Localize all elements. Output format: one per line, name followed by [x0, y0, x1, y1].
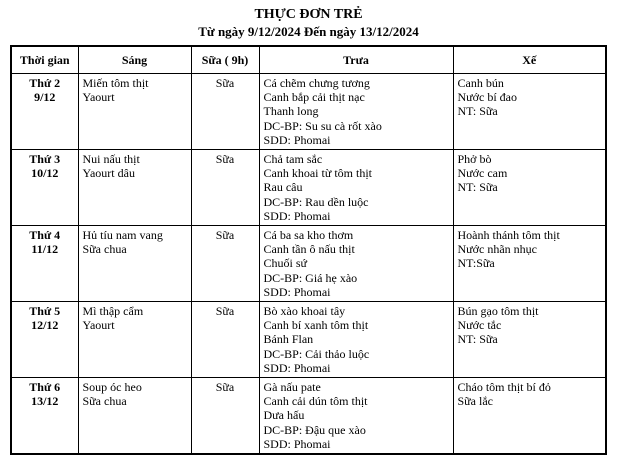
table-row — [11, 377, 606, 454]
day-cell — [11, 225, 78, 301]
milk-cell — [191, 301, 259, 377]
header-afternoon: Xế — [453, 46, 606, 73]
menu-line: Cá ba sa kho thơm — [263, 227, 354, 242]
menu-line: Thanh long — [263, 104, 319, 119]
menu-line: NT:Sữa — [457, 256, 495, 271]
menu-line: Sữa — [215, 227, 235, 242]
header-time: Thời gian — [11, 46, 78, 73]
menu-line: DC-BP: Cải thảo luộc — [263, 346, 370, 361]
menu-line: Yaourt — [82, 89, 115, 104]
afternoon-cell — [453, 301, 606, 377]
menu-line: Cá chẽm chưng tương — [263, 75, 370, 90]
header-morning: Sáng — [78, 46, 191, 73]
menu-table — [10, 45, 607, 455]
table-row — [11, 149, 606, 225]
header-lunch: Trưa — [259, 46, 453, 73]
menu-line: Yaourt dâu — [82, 165, 135, 180]
afternoon-cell — [453, 73, 606, 149]
menu-line: SDD: Phomai — [263, 437, 331, 452]
day-cell — [11, 301, 78, 377]
menu-line: Chả tam sắc — [263, 151, 323, 166]
morning-cell — [78, 301, 191, 377]
afternoon-cell — [453, 377, 606, 454]
lunch-cell — [259, 225, 453, 301]
menu-line: SDD: Phomai — [263, 133, 331, 148]
menu-line: Thứ 6 — [29, 379, 61, 394]
menu-line: DC-BP: Đậu que xào — [263, 422, 366, 437]
table-row — [11, 225, 606, 301]
menu-line: Sữa — [215, 303, 235, 318]
page-title: THỰC ĐƠN TRẺ — [254, 7, 363, 22]
menu-line: Hủ tíu nam vang — [82, 227, 163, 242]
menu-line: NT: Sữa — [457, 104, 498, 119]
menu-line: Nui nấu thịt — [82, 151, 140, 166]
menu-line: Sữa — [215, 151, 235, 166]
menu-line: Nước bí đao — [457, 89, 518, 104]
menu-line: Mì thập cẩm — [82, 303, 144, 318]
menu-line: NT: Sữa — [457, 180, 498, 195]
menu-line: Yaourt — [82, 318, 115, 332]
menu-line: Cháo tôm thịt bí đỏ — [457, 379, 551, 394]
menu-line: NT: Sữa — [457, 332, 498, 347]
menu-line: Thứ 4 — [29, 227, 61, 242]
menu-line: Canh tần ô nấu thịt — [263, 241, 355, 256]
morning-cell — [78, 149, 191, 225]
menu-table-body — [11, 73, 606, 454]
afternoon-cell — [453, 149, 606, 225]
menu-line: Bún gạo tôm thịt — [457, 303, 539, 318]
menu-table-header — [11, 46, 606, 73]
menu-line: Soup óc heo — [82, 379, 142, 394]
menu-line: Bò xào khoai tây — [263, 303, 346, 318]
menu-line: 12/12 — [31, 318, 59, 332]
menu-line: Miến tôm thịt — [82, 75, 149, 90]
menu-line: Sữa — [215, 75, 235, 90]
menu-line: DC-BP: Rau dền luộc — [263, 194, 369, 209]
menu-line: Sữa — [215, 379, 235, 394]
menu-line: SDD: Phomai — [263, 285, 331, 300]
menu-line: Chuối sứ — [263, 256, 308, 271]
menu-line: Phở bò — [457, 151, 492, 166]
menu-line: Thứ 2 — [29, 75, 61, 90]
menu-line: Canh khoai từ tôm thịt — [263, 165, 372, 180]
milk-cell — [191, 225, 259, 301]
table-row — [11, 301, 606, 377]
menu-line: Bánh Flan — [263, 332, 314, 347]
day-cell — [11, 149, 78, 225]
menu-line: Canh cải dún tôm thịt — [263, 394, 368, 409]
morning-cell — [78, 73, 191, 149]
milk-cell — [191, 377, 259, 454]
menu-line: DC-BP: Giá hẹ xào — [263, 270, 358, 285]
header-row — [11, 46, 606, 73]
morning-cell — [78, 377, 191, 454]
lunch-cell — [259, 73, 453, 149]
menu-line: SDD: Phomai — [263, 209, 331, 224]
day-cell — [11, 377, 78, 454]
menu-line: 10/12 — [31, 165, 59, 180]
lunch-cell — [259, 301, 453, 377]
afternoon-cell — [453, 225, 606, 301]
menu-line: Hoành thánh tôm thịt — [457, 227, 560, 242]
menu-line: SDD: Phomai — [263, 361, 331, 376]
milk-cell — [191, 73, 259, 149]
menu-line: Sữa lắc — [457, 394, 493, 409]
morning-cell — [78, 225, 191, 301]
menu-line: Canh bí xanh tôm thịt — [263, 318, 369, 332]
menu-line: Nước cam — [457, 165, 508, 180]
menu-line: Thứ 3 — [29, 151, 61, 166]
menu-line: DC-BP: Su su cà rốt xào — [263, 118, 382, 133]
date-range-subtitle: Từ ngày 9/12/2024 Đến ngày 13/12/2024 — [198, 24, 419, 39]
menu-line: 13/12 — [31, 394, 59, 409]
menu-line: Canh bún — [457, 75, 504, 90]
menu-line: 11/12 — [31, 241, 59, 256]
menu-line: Dưa hấu — [263, 408, 305, 423]
menu-line: Nước tắc — [457, 318, 502, 332]
milk-cell — [191, 149, 259, 225]
menu-line: Thứ 5 — [29, 303, 61, 318]
header-milk: Sữa ( 9h) — [191, 46, 259, 73]
menu-line: Canh bắp cải thịt nạc — [263, 89, 365, 104]
menu-line: Sữa chua — [82, 394, 127, 409]
day-cell — [11, 73, 78, 149]
menu-line: Gà nấu pate — [263, 379, 321, 394]
lunch-cell — [259, 377, 453, 454]
menu-line: Sữa chua — [82, 241, 127, 256]
menu-line: 9/12 — [34, 89, 56, 104]
menu-line: Rau câu — [263, 180, 303, 195]
menu-line: Nước nhãn nhục — [457, 241, 537, 256]
table-row — [11, 73, 606, 149]
lunch-cell — [259, 149, 453, 225]
